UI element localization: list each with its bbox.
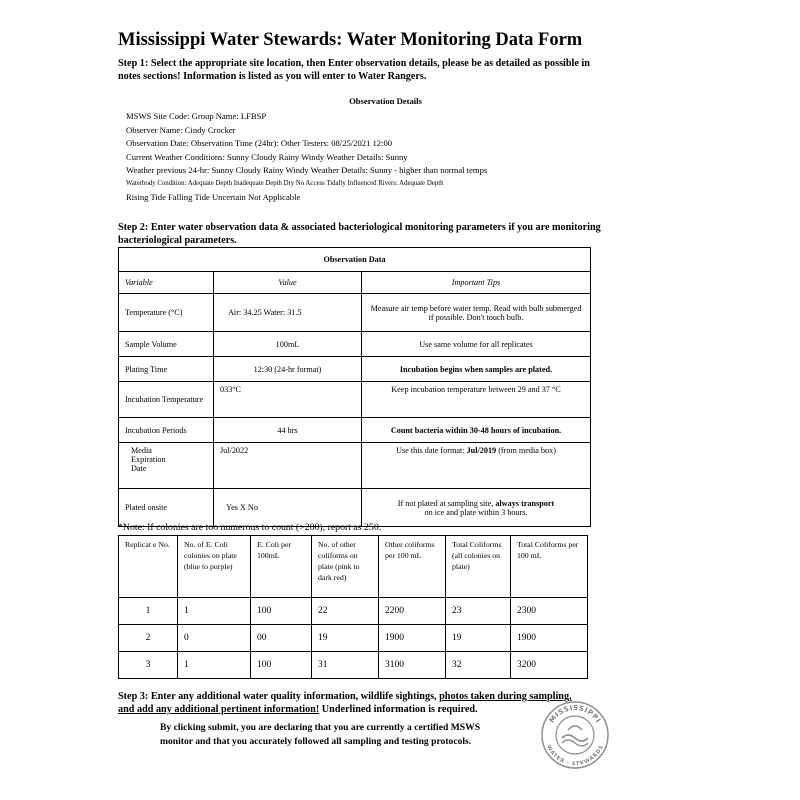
- total-per-100-cell: 3200: [511, 652, 588, 679]
- header-replicate: Replicat e No.: [119, 536, 178, 598]
- variable-cell: Plated onsite: [119, 489, 214, 527]
- declaration-line1: By clicking submit, you are declaring that you are currently a certified MSWS: [160, 722, 481, 733]
- colony-note: *Note: If colonies are too numerous to count (>200), report as 250.: [118, 522, 382, 533]
- variable-cell: Sample Volume: [119, 332, 214, 357]
- declaration-line2: monitor and that you accurately followed all sampling and testing protocols.: [160, 736, 472, 747]
- value-cell: [214, 294, 362, 332]
- value-text: Yes X No: [226, 503, 258, 512]
- observation-details-heading: Observation Details: [349, 96, 422, 106]
- step3-underlined-info: and add any additional pertinent information!: [118, 703, 320, 715]
- seal-bottom-text: WATER · STEWARDS: [545, 744, 605, 768]
- value-text: Air: 34.25 Water: 31.5: [228, 308, 302, 317]
- value-cell: Jul/2022: [214, 443, 362, 489]
- ecoli-colonies-cell: 1: [178, 652, 251, 679]
- site-code-line: MSWS Site Code: Group Name: LFBSP: [126, 111, 267, 121]
- table-row: [119, 418, 591, 443]
- svg-text:WATER · STEWARDS: [545, 744, 605, 767]
- tip-cell: Use same volume for all replicates: [362, 332, 591, 357]
- step3-underlined-photos: photos taken during sampling,: [439, 691, 572, 702]
- header-value: Value: [214, 272, 362, 294]
- header-other-colonies: No. of other coliforms on plate (pink to dark red): [312, 536, 379, 598]
- variable-cell: Temperature (°C): [119, 294, 214, 332]
- tip-cell: Keep incubation temperature between 29 and 37 °C: [362, 382, 591, 418]
- tip-suffix: on ice and plate within 3 hours.: [424, 507, 528, 517]
- observer-name-line: Observer Name: Cindy Crocker: [126, 125, 236, 135]
- observation-data-table: [118, 247, 591, 527]
- header-ecoli-per-100: E. Coli per 100mL: [251, 536, 312, 598]
- current-weather-line: Current Weather Conditions: Sunny Cloudy Rainy Windy Weather Details: Sunny: [126, 152, 408, 162]
- header-total-per-100: Total Coliforms per 100 mL: [511, 536, 588, 598]
- step2-line2: bacteriological parameters.: [118, 234, 237, 246]
- variable-cell: Incubation Periods: [119, 418, 214, 443]
- table-row: [119, 382, 591, 418]
- other-per-100-cell: 1900: [379, 625, 446, 652]
- table-row: [119, 598, 588, 625]
- header-tips: Important Tips: [362, 272, 591, 294]
- total-colonies-cell: 23: [446, 598, 511, 625]
- step1-instructions: [118, 58, 658, 83]
- ecoli-per-100-cell: 100: [251, 598, 312, 625]
- header-variable: Variable: [119, 272, 214, 294]
- colony-count-table: [118, 535, 588, 679]
- ecoli-per-100-cell: 100: [251, 652, 312, 679]
- variable-cell: Media Expiration Date: [119, 443, 214, 489]
- svg-text:MISSISSIPPI: [548, 704, 602, 724]
- step2-instructions: [118, 222, 658, 247]
- total-per-100-cell: 1900: [511, 625, 588, 652]
- step2-line1: Step 2: Enter water observation data & associated bacteriological monitoring parameters if you are monitoring: [118, 222, 601, 233]
- total-colonies-cell: 19: [446, 625, 511, 652]
- ecoli-colonies-cell: 0: [178, 625, 251, 652]
- step3-text: Step 3: Enter any additional water quality information, wildlife sightings,: [118, 691, 440, 702]
- ecoli-per-100-cell: 00: [251, 625, 312, 652]
- page-title: Mississippi Water Stewards: Water Monitoring Data Form: [118, 30, 583, 50]
- variable-cell: Incubation Temperature: [119, 382, 214, 418]
- seal-top-text: MISSISSIPPI: [547, 703, 603, 725]
- other-per-100-cell: 2200: [379, 598, 446, 625]
- colony-header-row: [119, 536, 588, 598]
- other-per-100-cell: 3100: [379, 652, 446, 679]
- other-colonies-cell: 19: [312, 625, 379, 652]
- tip-bold: always transport: [495, 498, 555, 508]
- table-row: [119, 625, 588, 652]
- observation-data-title: Observation Data: [119, 248, 591, 272]
- table-title-row: [119, 248, 591, 272]
- table-header-row: [119, 272, 591, 294]
- previous-weather-line: Weather previous 24-hr: Sunny Cloudy Rainy Windy Weather Details: Sunny - higher than normal temps: [126, 165, 488, 175]
- value-cell: 100mL: [214, 332, 362, 357]
- water-stewards-seal-icon: [540, 700, 610, 770]
- replicate-cell: 3: [119, 652, 178, 679]
- table-row: [119, 489, 591, 527]
- tip-suffix: (from media box): [496, 446, 556, 455]
- value-cell: 12:30 (24-hr format): [214, 357, 362, 382]
- waterbody-condition-line: Waterbody Condition: Adequate Depth Inadequate Depth Dry No Access Tidally Influenced Rivers: Adequate Depth: [126, 180, 444, 187]
- table-row: [119, 294, 591, 332]
- variable-cell: Plating Time: [119, 357, 214, 382]
- header-ecoli-colonies: No. of E. Coli colonies on plate (blue to purple): [178, 536, 251, 598]
- step3-required-note: Underlined information is required.: [319, 703, 478, 715]
- tip-cell: Incubation begins when samples are plated.: [362, 357, 591, 382]
- tip-prefix: Use this date format:: [396, 446, 467, 455]
- tip-cell: Measure air temp before water temp. Read with bulb submerged if possible. Don't touch bulb.: [362, 294, 591, 332]
- header-other-per-100: Other coliforms per 100 mL: [379, 536, 446, 598]
- value-cell: 033°C: [214, 382, 362, 418]
- tip-bold: Jul/2019: [466, 446, 497, 455]
- other-colonies-cell: 22: [312, 598, 379, 625]
- replicate-cell: 1: [119, 598, 178, 625]
- total-per-100-cell: 2300: [511, 598, 588, 625]
- table-row: [119, 443, 591, 489]
- header-total-colonies: Total Coliforms (all colonies on plate): [446, 536, 511, 598]
- value-cell: 44 hrs: [214, 418, 362, 443]
- seal-graphic: [540, 700, 610, 770]
- tip-cell: [362, 489, 591, 527]
- tip-cell: Count bacteria within 30-48 hours of incubation.: [362, 418, 591, 443]
- step1-line1: Step 1: Select the appropriate site location, then Enter observation details, please be as detailed as possible in: [118, 58, 590, 69]
- replicate-cell: 2: [119, 625, 178, 652]
- observation-date-line: Observation Date: Observation Time (24hr): Other Testers: 08/25/2021 12:00: [126, 138, 393, 148]
- table-row: [119, 357, 591, 382]
- tip-prefix: If not plated at sampling site,: [397, 498, 496, 508]
- value-cell: [214, 489, 362, 527]
- table-row: [119, 652, 588, 679]
- other-colonies-cell: 31: [312, 652, 379, 679]
- table-row: [119, 332, 591, 357]
- tip-cell: [362, 443, 591, 489]
- total-colonies-cell: 32: [446, 652, 511, 679]
- step1-line2: notes sections! Information is listed as you will enter to Water Rangers.: [118, 70, 427, 82]
- tide-line: Rising Tide Falling Tide Uncertain Not Applicable: [126, 192, 301, 202]
- ecoli-colonies-cell: 1: [178, 598, 251, 625]
